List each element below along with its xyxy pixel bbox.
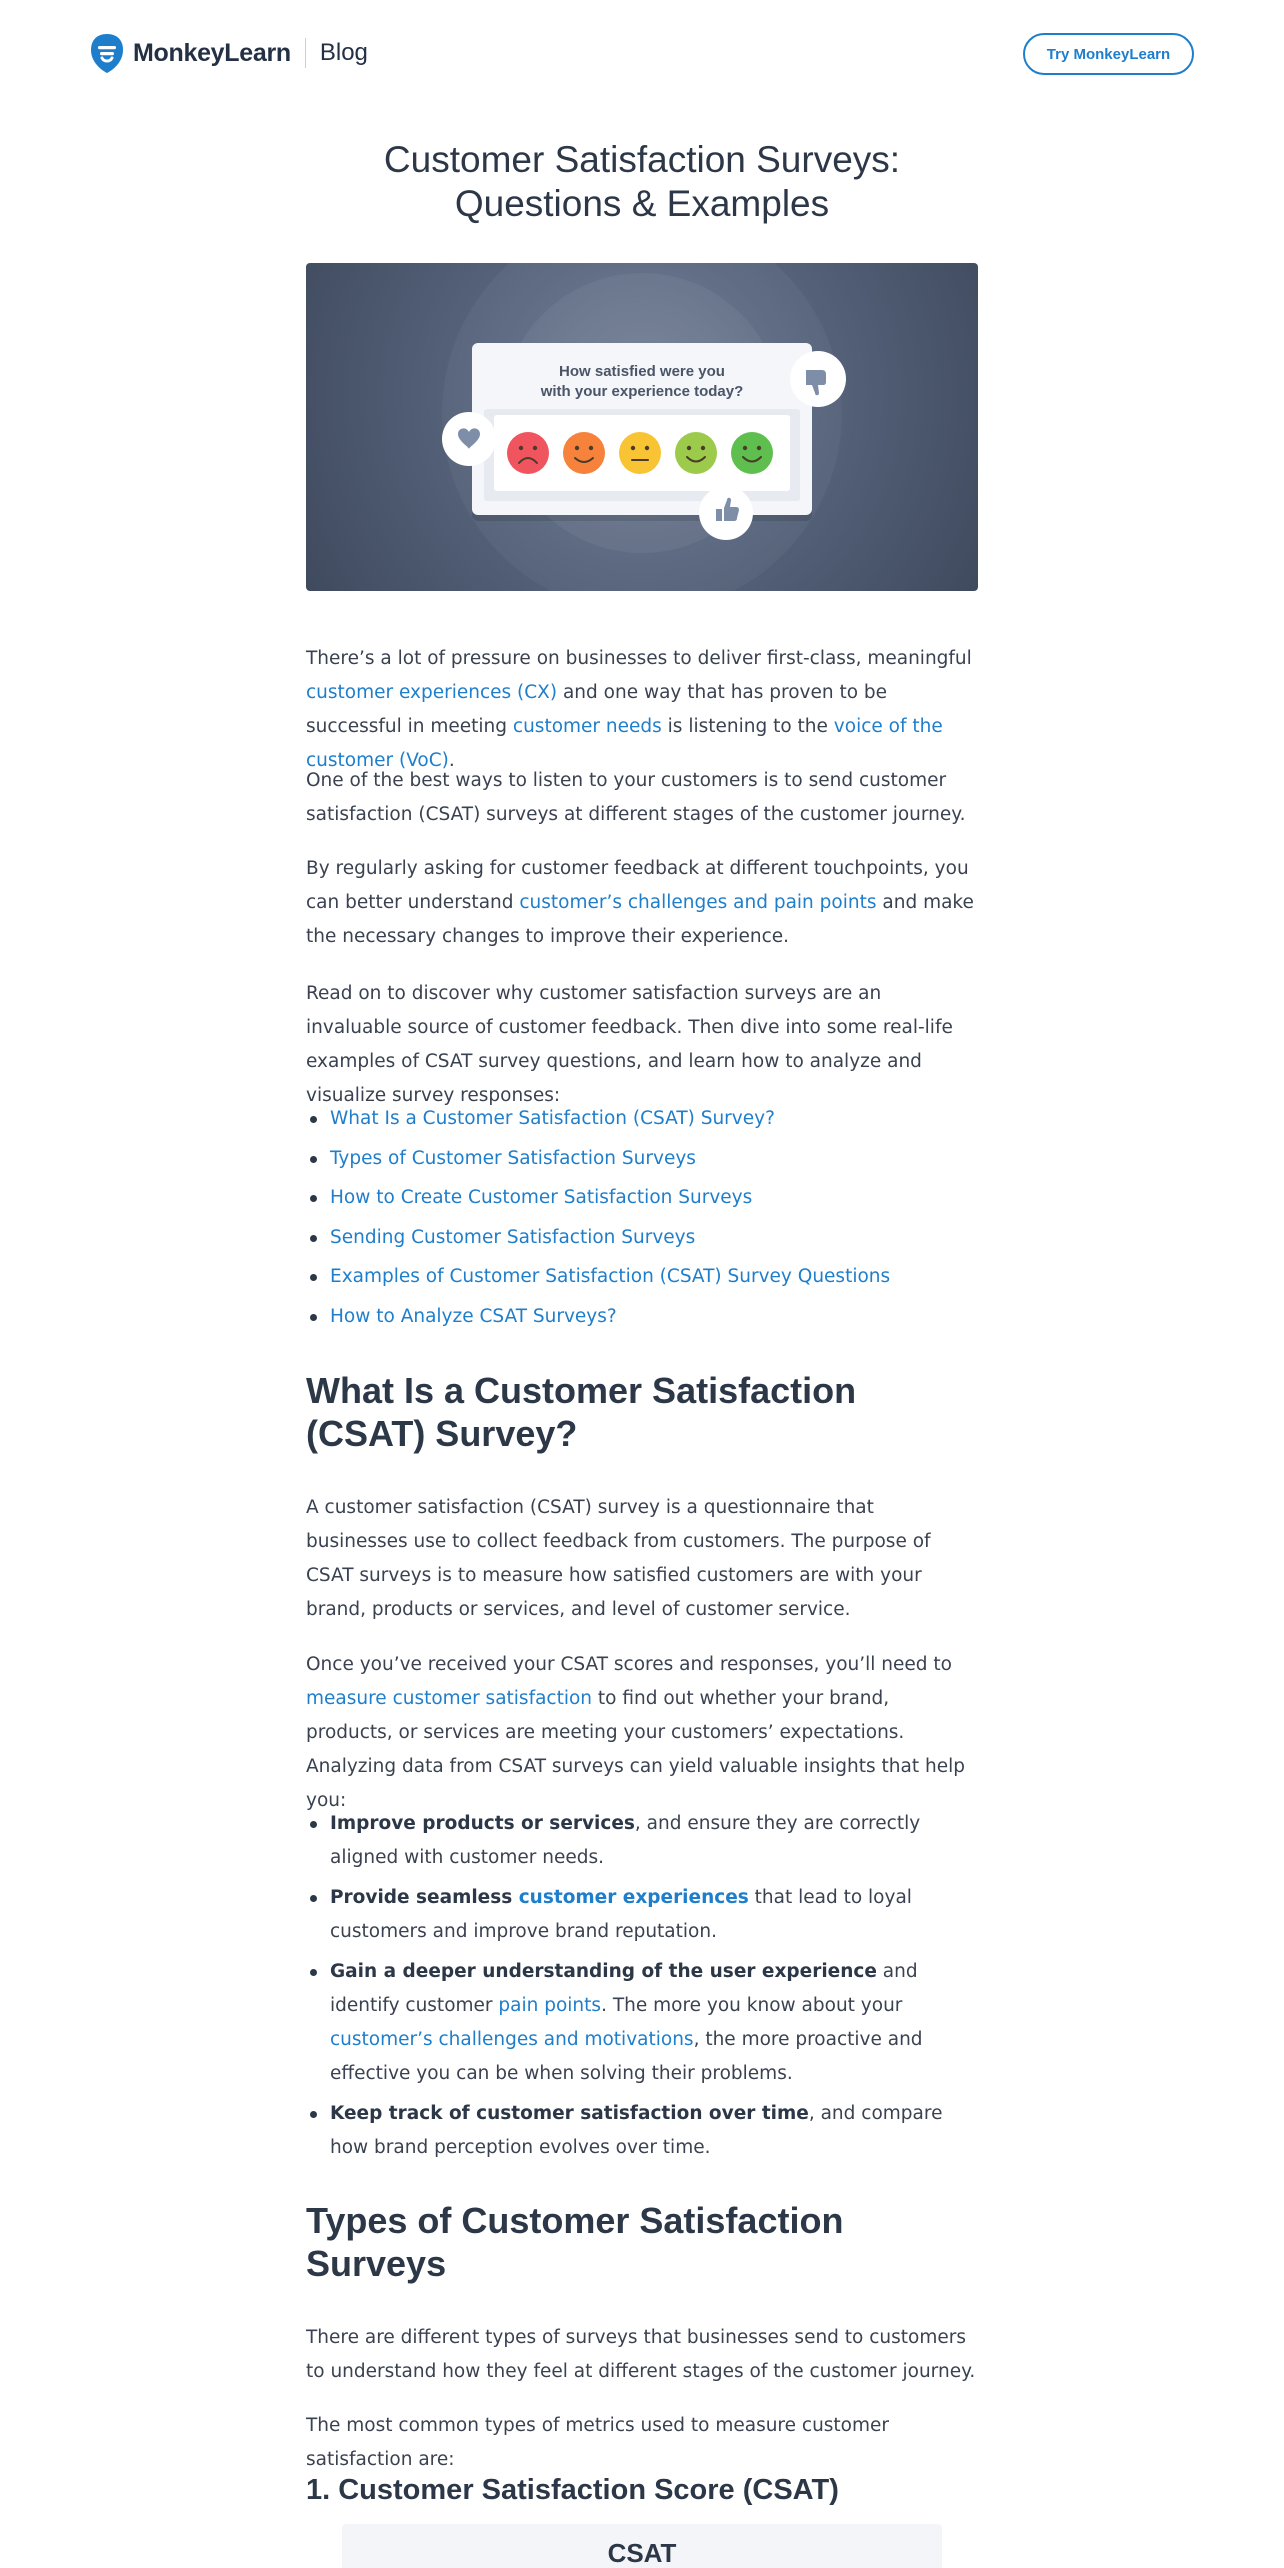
list-item-text: . The more you know about your: [601, 1995, 903, 2016]
list-item-text: and identify customer: [330, 1961, 918, 2016]
intro-paragraph-2: One of the best ways to listen to your customers is to send customer satisfaction (CSAT) surveys at different stages of the customer journey.: [306, 770, 966, 825]
page-title-line-2: Questions & Examples: [454, 183, 830, 224]
list-item-text: , and ensure they are correctly aligned with customer needs.: [330, 1813, 921, 1868]
intro-paragraph-1: [306, 642, 978, 778]
list-item-bold: Improve products or services: [330, 1813, 635, 1834]
csat-figure: [342, 2524, 942, 2568]
list-item-text: that lead to loyal customers and improve brand reputation.: [330, 1887, 912, 1942]
link-voice-of-the-customer[interactable]: voice of the customer (VoC): [306, 716, 943, 771]
intro-p1-text-b: and one way that has proven to be successful in meeting: [306, 682, 888, 737]
toc-link-how-to-create[interactable]: How to Create Customer Satisfaction Surveys: [330, 1187, 753, 1209]
toc-link-sending-surveys[interactable]: Sending Customer Satisfaction Surveys: [330, 1226, 696, 1248]
intro-paragraph-4: Read on to discover why customer satisfaction surveys are an invaluable source of customer feedback. Then dive into some real-life examples of CSAT survey questions, and learn how to analyze and visualize survey responses:: [306, 983, 953, 1106]
neutral-face-icon: [619, 432, 661, 474]
link-customers-challenges-pain-points[interactable]: customer’s challenges and pain points: [519, 892, 877, 913]
insights-list: [306, 1807, 978, 2171]
toc-link-how-to-analyze[interactable]: How to Analyze CSAT Surveys?: [330, 1305, 617, 1327]
link-customers-challenges-motivations[interactable]: customer’s challenges and motivations: [330, 2029, 694, 2050]
section1-paragraph-1: A customer satisfaction (CSAT) survey is a questionnaire that businesses use to collect feedback from customers. The purpose of CSAT surveys is to measure how satisfied customers are with your brand, products or services, and level of customer service.: [306, 1497, 931, 1620]
satisfied-face-icon: [675, 432, 717, 474]
toc-item: [306, 1139, 978, 1179]
monkeylearn-logo-icon: [89, 32, 125, 74]
link-measure-customer-satisfaction[interactable]: measure customer satisfaction: [306, 1688, 593, 1709]
very-dissatisfied-face-icon: [507, 432, 549, 474]
survey-question-line-2: with your experience today?: [540, 383, 744, 400]
very-satisfied-face-icon: [731, 432, 773, 474]
toc-link-types-of-surveys[interactable]: Types of Customer Satisfaction Surveys: [330, 1147, 696, 1169]
section1-p2-text-b: to find out whether your brand, products, or services are meeting your customers’ expectations. Analyzing data from CSAT surveys can yield valuable insights that help you:: [306, 1688, 965, 1811]
page-title: [0, 138, 1284, 226]
toc-item: [306, 1297, 978, 1337]
intro-p3-text-a: By regularly asking for customer feedback at different touchpoints, you can better understand: [306, 858, 969, 913]
survey-illustration: [306, 263, 978, 591]
list-item: [306, 2097, 978, 2165]
list-item: [306, 1807, 978, 1875]
section-heading-line-2: (CSAT) Survey?: [306, 1413, 578, 1454]
list-item: [306, 1881, 978, 1949]
list-item: [306, 1955, 978, 2091]
table-of-contents: [306, 1099, 978, 1337]
intro-p1-text-a: There’s a lot of pressure on businesses to deliver first-class, meaningful: [306, 648, 972, 669]
intro-p1-text-d: .: [448, 750, 455, 771]
dissatisfied-face-icon: [563, 432, 605, 474]
section1-p2-text-a: Once you’ve received your CSAT scores and responses, you’ll need to: [306, 1654, 952, 1675]
section-heading-line-1: What Is a Customer Satisfaction: [306, 1370, 857, 1411]
list-item-bold: Keep track of customer satisfaction over time: [330, 2103, 809, 2124]
list-item-bold: Gain a deeper understanding of the user experience: [330, 1961, 877, 1982]
section-heading-types-of-surveys: [306, 2199, 978, 2285]
toc-item: [306, 1178, 978, 1218]
list-item-bold: Provide seamless: [330, 1887, 519, 1908]
list-item-text: , the more proactive and effective you can be when solving their problems.: [330, 2029, 923, 2084]
toc-item: [306, 1099, 978, 1139]
link-customer-experiences-cx[interactable]: customer experiences (CX): [306, 682, 558, 703]
list-item-text: , and compare how brand perception evolves over time.: [330, 2103, 943, 2158]
subheading-csat-score: 1. Customer Satisfaction Score (CSAT): [306, 2474, 839, 2506]
section1-paragraph-2: [306, 1648, 978, 1818]
try-monkeylearn-button[interactable]: Try MonkeyLearn: [1023, 33, 1194, 75]
site-header: [0, 0, 1284, 108]
link-customer-experiences[interactable]: customer experiences: [518, 1887, 749, 1908]
toc-link-examples-of-questions[interactable]: Examples of Customer Satisfaction (CSAT) Survey Questions: [330, 1266, 891, 1288]
page-title-line-1: Customer Satisfaction Surveys:: [383, 139, 901, 180]
csat-figure-label: CSAT: [607, 2538, 677, 2568]
section-heading-line-2: Surveys: [306, 2243, 447, 2284]
blog-section-label[interactable]: Blog: [319, 39, 368, 66]
section2-paragraph-1: There are different types of surveys that businesses send to customers to understand how they feel at different stages of the customer journey.: [306, 2327, 976, 2382]
hero-illustration: [306, 263, 978, 591]
toc-link-what-is-csat-survey[interactable]: What Is a Customer Satisfaction (CSAT) Survey?: [330, 1108, 775, 1129]
section-heading-what-is-csat: [306, 1369, 978, 1455]
section-heading-line-1: Types of Customer Satisfaction: [306, 2200, 844, 2241]
brand-name: MonkeyLearn: [133, 38, 291, 67]
brand-logo[interactable]: [89, 31, 368, 75]
intro-paragraph-3: [306, 852, 978, 954]
logo-divider: [305, 38, 306, 68]
toc-item: [306, 1218, 978, 1258]
intro-p3-text-b: and make the necessary changes to improve their experience.: [306, 892, 974, 947]
intro-p1-text-c: is listening to the: [661, 716, 834, 737]
toc-item: [306, 1257, 978, 1297]
survey-question-line-1: How satisfied were you: [559, 363, 725, 380]
link-pain-points[interactable]: pain points: [498, 1995, 602, 2016]
section2-paragraph-2: The most common types of metrics used to measure customer satisfaction are:: [306, 2415, 890, 2470]
link-customer-needs[interactable]: customer needs: [512, 716, 662, 737]
